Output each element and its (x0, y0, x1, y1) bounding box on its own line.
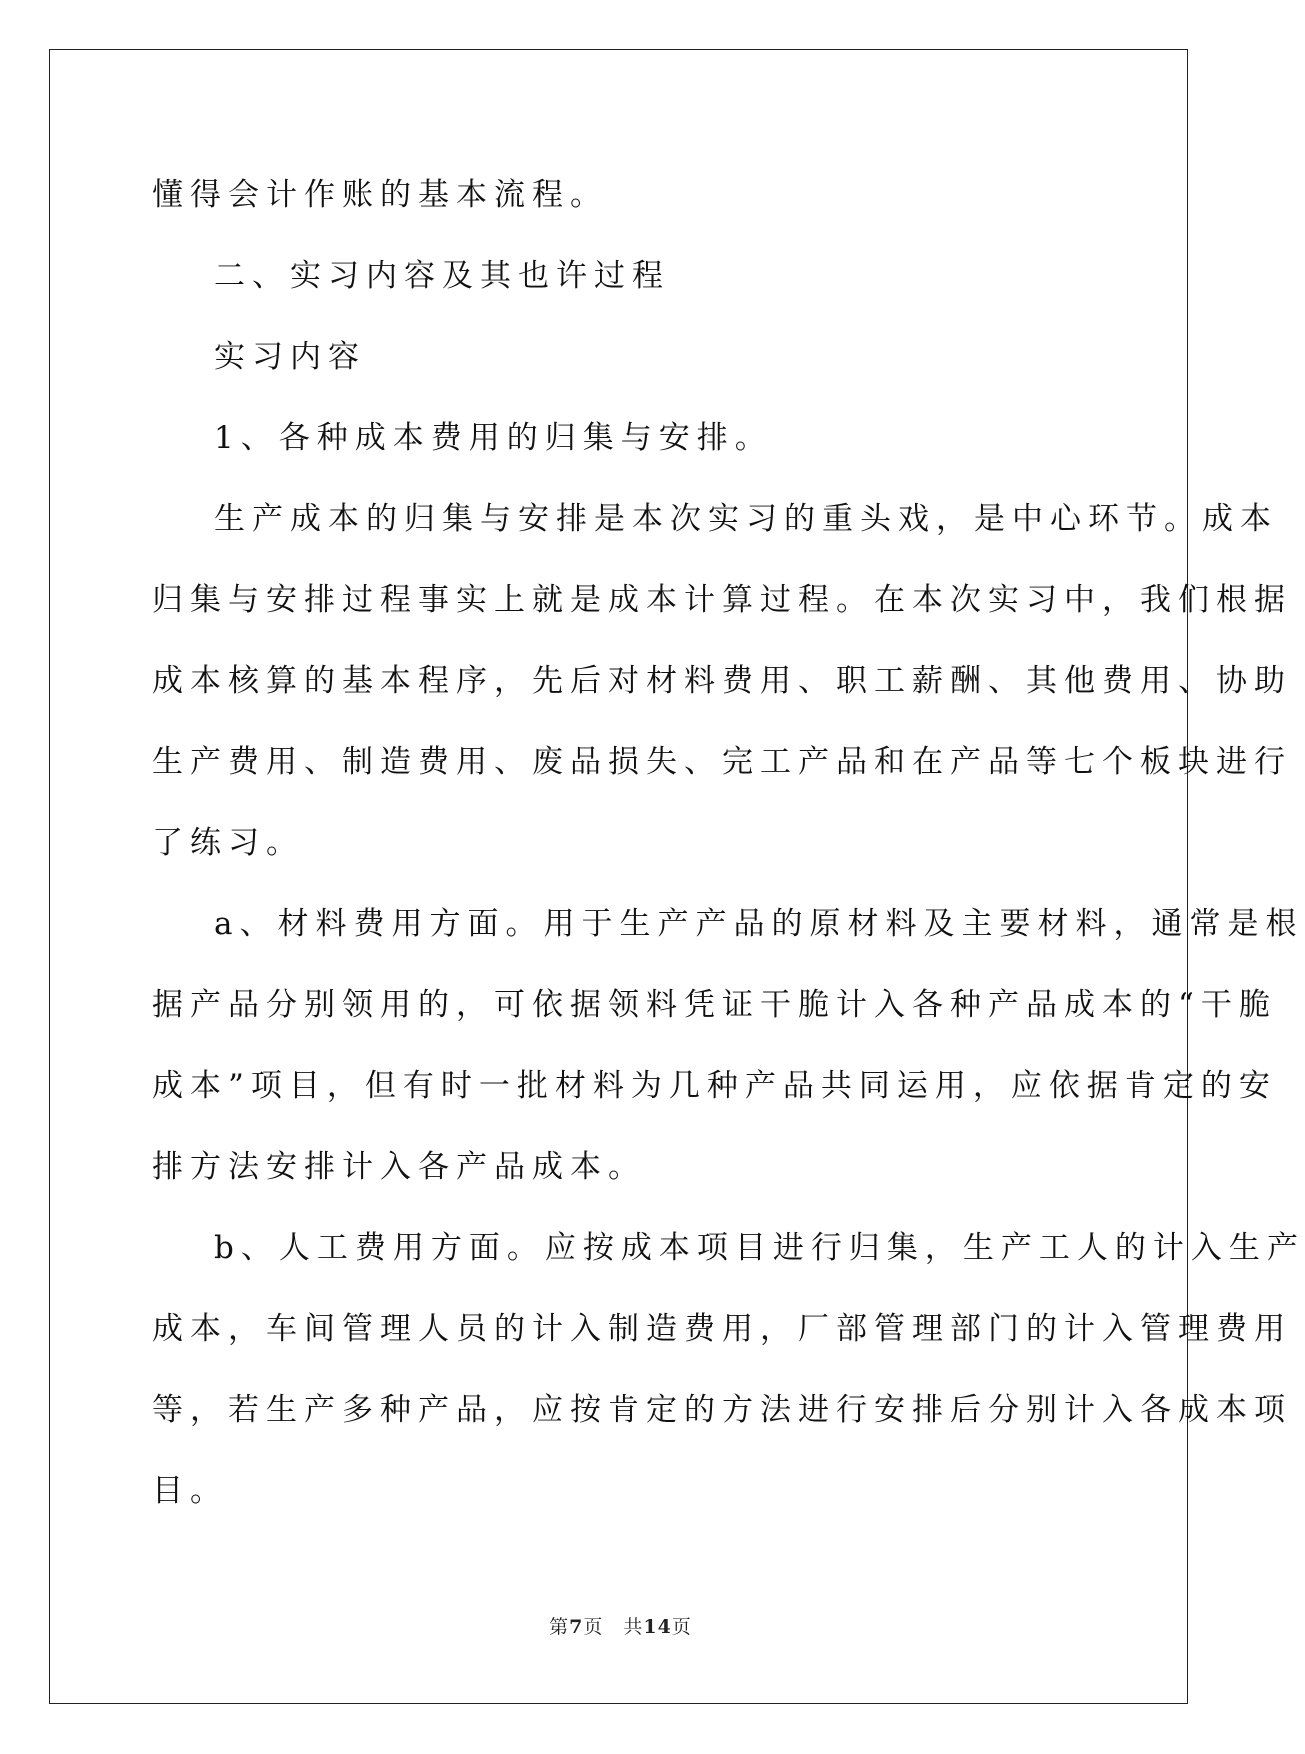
paragraph-line: 目。 (152, 1473, 228, 1509)
total-page-number: 14 (643, 1616, 672, 1638)
page-footer (0, 1612, 1241, 1639)
paragraph-line: 归集与安排过程事实上就是成本计算过程。在本次实习中，我们根据 (152, 582, 1292, 618)
paragraph-line: 成本，车间管理人员的计入制造费用，厂部管理部门的计入管理费用 (152, 1311, 1292, 1347)
subsection-heading: 实习内容 (214, 339, 366, 375)
paragraph-line: a、材料费用方面。用于生产产品的原材料及主要材料，通常是根 (214, 906, 1304, 942)
page-number-prefix: 第 (549, 1616, 570, 1638)
item-heading: 1、各种成本费用的归集与安排。 (214, 420, 773, 456)
text-line-1: 懂得会计作账的基本流程。 (152, 177, 608, 213)
document-body (152, 155, 1305, 1532)
paragraph-line: 生产成本的归集与安排是本次实习的重头戏，是中心环节。成本 (214, 501, 1278, 537)
paragraph-line: 等，若生产多种产品，应按肯定的方法进行安排后分别计入各成本项 (152, 1392, 1292, 1428)
paragraph-line: 了练习。 (152, 825, 304, 861)
paragraph-line: 成本核算的基本程序，先后对材料费用、职工薪酬、其他费用、协助 (152, 663, 1292, 699)
paragraph-line: 据产品分别领用的，可依据领料凭证干脆计入各种产品成本的“干脆 (152, 987, 1277, 1023)
current-page-number: 7 (569, 1616, 584, 1638)
page-number-mid: 页 共 (583, 1616, 644, 1638)
section-heading: 二、实习内容及其也许过程 (214, 258, 670, 294)
paragraph-line: 排方法安排计入各产品成本。 (152, 1149, 646, 1185)
paragraph-line: 生产费用、制造费用、废品损失、完工产品和在产品等七个板块进行 (152, 744, 1292, 780)
paragraph-line: b、人工费用方面。应按成本项目进行归集，生产工人的计入生产 (214, 1230, 1305, 1266)
paragraph-line: 成本”项目，但有时一批材料为几种产品共同运用，应依据肯定的安 (152, 1068, 1277, 1104)
page-number-suffix: 页 (671, 1616, 692, 1638)
